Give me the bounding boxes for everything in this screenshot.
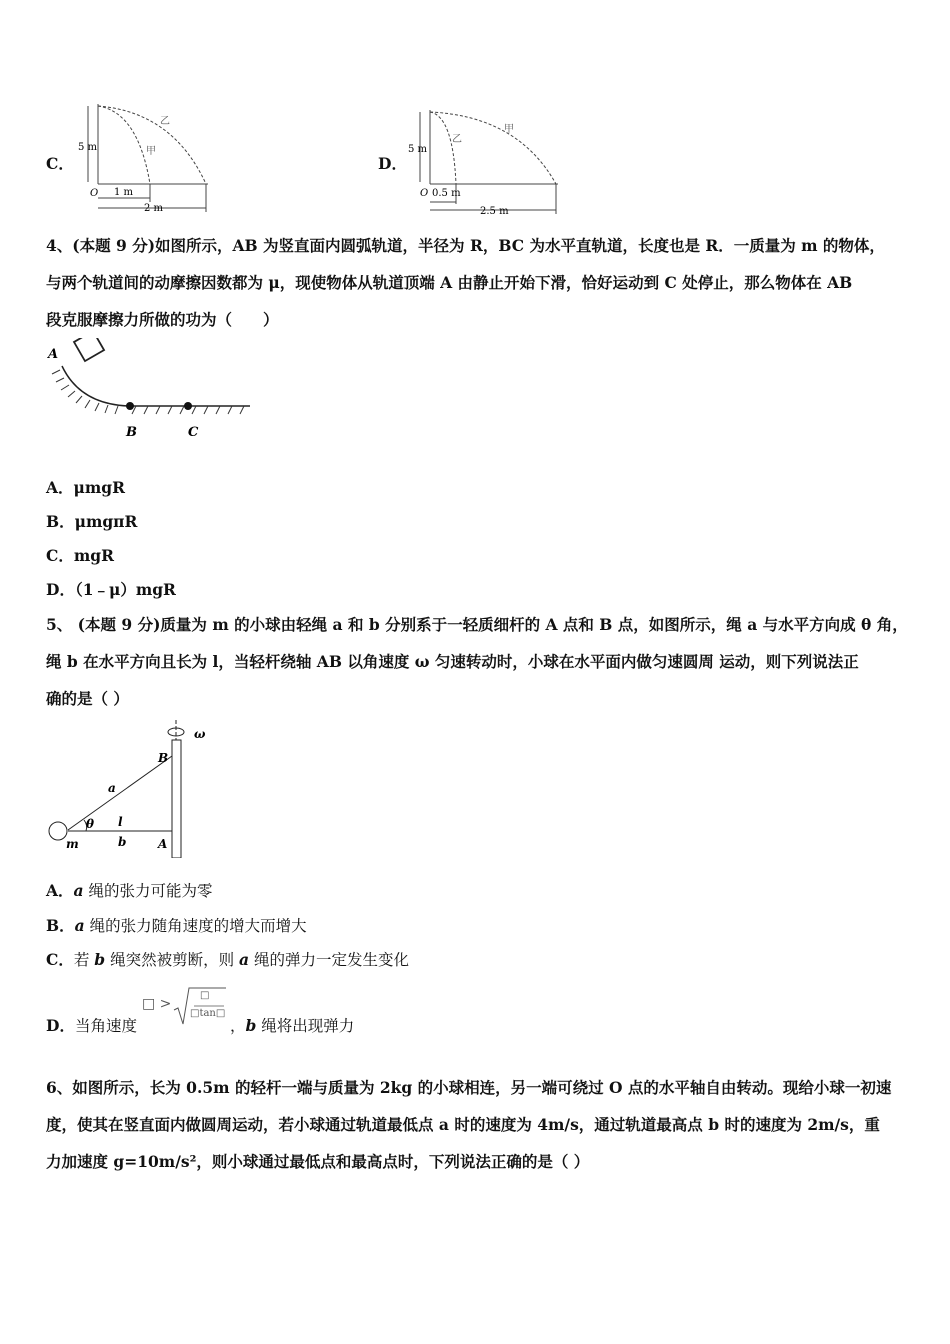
q3c-d1: 1 m xyxy=(114,187,134,198)
q5-option-b-var: a xyxy=(74,916,85,935)
q6-text-line3: 力加速度 g=10m/s²，则小球通过最低点和最高点时，下列说法正确的是（ ） xyxy=(46,1152,590,1171)
q5-text-line3: 确的是（ ） xyxy=(46,689,129,708)
q4-option-d[interactable]: D．（1﹣μ）mgR xyxy=(46,580,176,599)
q3d-curve1-label: 乙 xyxy=(452,134,462,145)
q3c-d2: 2 m xyxy=(144,203,164,214)
q4-arc-track xyxy=(62,366,128,406)
q4-block xyxy=(74,338,104,361)
q5-option-d-pre: 当角速度 xyxy=(74,1017,137,1035)
q5-option-c-text: 绳的弹力一定发生变化 xyxy=(254,951,410,969)
q5-option-d-tail: ，b 绳将出现弹力 xyxy=(230,1016,355,1035)
q6-text-line1: 6、如图所示，长为 0.5m 的轻杆一端与质量为 2kg 的小球相连，另一端可绕过 O 点的水平轴自由转动。现给小球一初速 xyxy=(46,1078,892,1097)
q6-text-line2: 度，使其在竖直面内做圆周运动，若小球通过轨道最低点 a 时的速度为 4m/s，通过轨道最高点 b 时的速度为 2m/s，重 xyxy=(46,1115,880,1134)
q3-figure-c xyxy=(78,98,218,218)
q4-label-b: B xyxy=(126,425,137,440)
q5-option-d-label: D． xyxy=(46,1016,75,1035)
q3-option-d-label: D． xyxy=(378,154,407,173)
q3d-height-label: 5 m xyxy=(408,144,428,155)
q5-option-a-var: a xyxy=(73,881,84,900)
q4-text-line1: 4、(本题 9 分)如图所示，AB 为竖直面内圆弧轨道，半径为 R，BC 为水平直轨道，长度也是 R．一质量为 m 的物体， xyxy=(46,236,885,255)
q5-option-c-mid: 绳突然被剪断，则 xyxy=(110,951,235,969)
q5-label-a-rope: a xyxy=(108,781,116,795)
q5-option-c-var2: a xyxy=(239,950,250,969)
q3-figure-d xyxy=(408,104,568,220)
q3c-curve-yi xyxy=(98,106,206,184)
q5-option-a-text: 绳的张力可能为零 xyxy=(88,882,213,900)
q3d-origin: O xyxy=(420,188,429,199)
q5-option-a[interactable] xyxy=(46,880,213,902)
q4-figure-track xyxy=(44,338,256,444)
q3c-curve2-label: 乙 xyxy=(160,116,170,127)
q5-option-c-label: C． xyxy=(46,950,74,969)
q5-option-d-formula-den: □tan□ xyxy=(190,1008,226,1019)
q5-option-b-label: B． xyxy=(46,916,75,935)
q4-point-b xyxy=(126,402,134,410)
q4-text-line2: 与两个轨道间的动摩擦因数都为 μ，现使物体从轨道顶端 A 由静止开始下滑，恰好运动到 C 处停止，那么物体在 AB xyxy=(46,273,853,292)
q5-ball xyxy=(49,822,67,840)
q5-text-line1: 5、 (本题 9 分)质量为 m 的小球由轻绳 a 和 b 分别系于一轻质细杆的 A 点和 B 点，如图所示，绳 a 与水平方向成 θ 角， xyxy=(46,615,908,634)
q3d-curve2-label: 甲 xyxy=(504,124,514,135)
q5-figure-rod xyxy=(44,718,224,858)
q5-label-omega: ω xyxy=(194,727,206,741)
q5-option-c[interactable] xyxy=(46,949,409,971)
q3c-height-label: 5 m xyxy=(78,142,98,153)
q3c-curve1-label: 甲 xyxy=(146,146,156,157)
q5-option-d-post: 绳将出现弹力 xyxy=(261,1017,355,1035)
q4-option-a[interactable]: A．μmgR xyxy=(46,478,125,497)
q5-option-d-formula-sym: □ > xyxy=(142,996,172,1012)
q5-option-b[interactable] xyxy=(46,915,307,937)
q4-option-c[interactable]: C．mgR xyxy=(46,546,114,565)
q5-rod xyxy=(172,740,181,858)
q5-label-l: l xyxy=(118,815,123,829)
q5-option-b-text: 绳的张力随角速度的增大而增大 xyxy=(89,917,307,935)
q5-option-c-var1: b xyxy=(94,950,106,969)
q3-option-c-label: C． xyxy=(46,154,74,173)
q5-label-b-rope: b xyxy=(118,835,127,849)
q5-label-b-point: B xyxy=(158,751,169,765)
q4-label-a: A xyxy=(48,347,59,362)
q3d-d2: 2.5 m xyxy=(480,206,509,217)
q4-option-b[interactable]: B．μmgπR xyxy=(46,512,138,531)
q5-label-a-point: A xyxy=(158,837,168,851)
q5-option-c-pre: 若 xyxy=(73,951,90,969)
q4-text-line3: 段克服摩擦力所做的功为（ ） xyxy=(46,310,279,329)
q3c-curve-jia xyxy=(98,106,150,184)
q3c-origin: O xyxy=(90,188,99,199)
q4-label-c: C xyxy=(188,425,199,440)
q5-label-m: m xyxy=(66,837,79,851)
q5-option-d-formula-num: □ xyxy=(200,990,210,1001)
q5-option-d[interactable] xyxy=(46,1015,137,1037)
q5-label-theta: θ xyxy=(86,817,95,831)
q3d-d1: 0.5 m xyxy=(432,188,461,199)
q5-option-a-label: A． xyxy=(46,881,74,900)
q5-option-d-var: b xyxy=(245,1016,257,1035)
q4-point-c xyxy=(184,402,192,410)
q5-text-line2: 绳 b 在水平方向且长为 l，当轻杆绕轴 AB 以角速度 ω 匀速转动时，小球在水平面内做匀速圆周 运动，则下列说法正 xyxy=(46,652,859,671)
